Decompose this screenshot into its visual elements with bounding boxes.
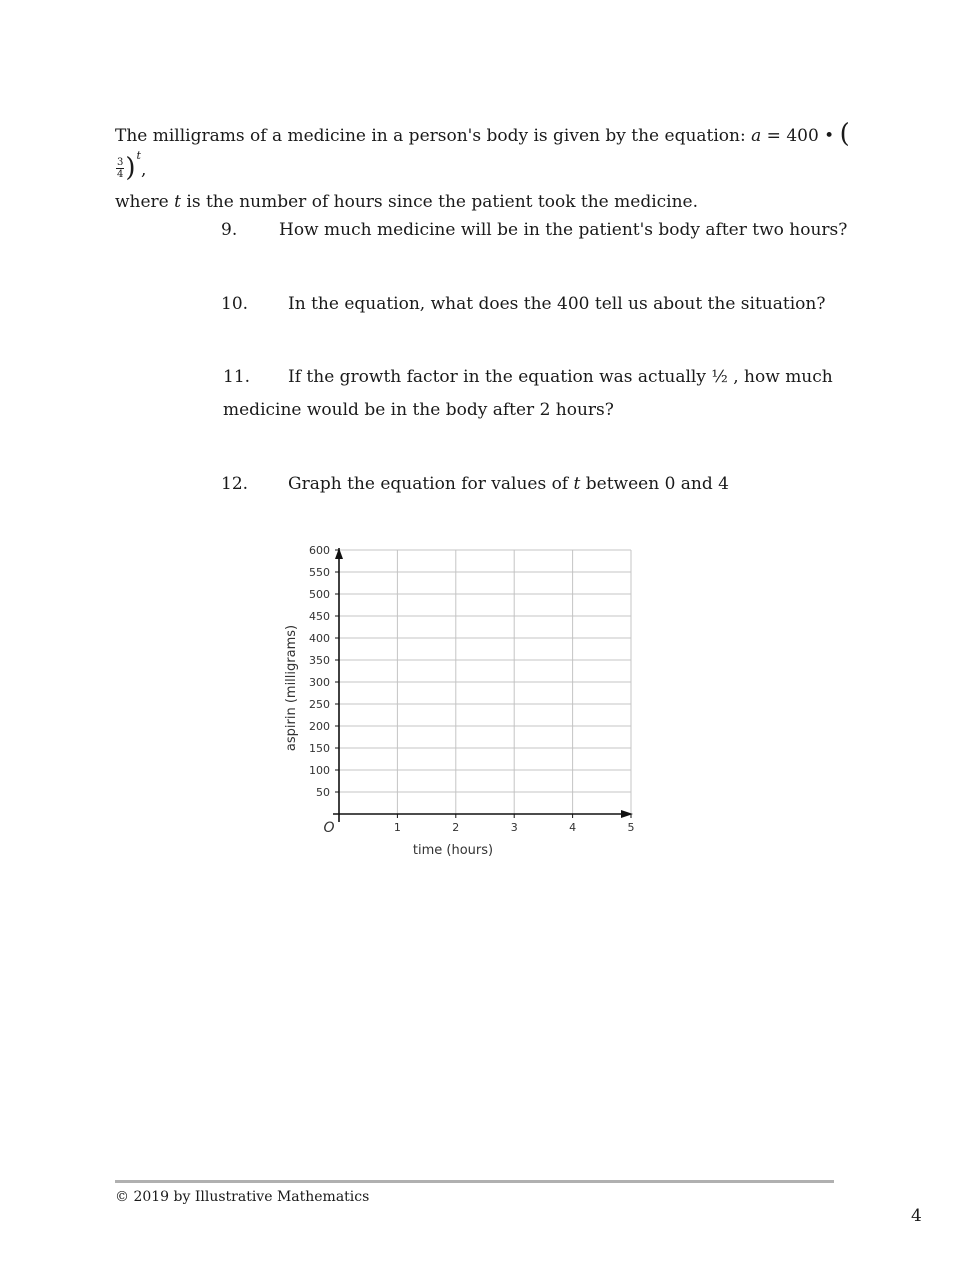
y-tick-label: 500 [309, 588, 330, 601]
question-number: 11. [223, 367, 251, 387]
question-10 [221, 288, 825, 321]
question-text-prefix: Graph the equation for values of [288, 474, 574, 494]
y-tick-label: 350 [309, 654, 330, 667]
question-number: 12. [221, 474, 249, 494]
intro-line-1 [115, 118, 855, 187]
question-text-line-2: medicine would be in the body after 2 hours? [223, 400, 614, 420]
fraction-numerator: 3 [117, 157, 124, 168]
footer-divider [115, 1180, 834, 1183]
x-tick-label: 1 [393, 821, 401, 834]
right-paren: ) [125, 153, 136, 183]
intro-variable-t: t [174, 192, 181, 212]
x-tick-label: 4 [569, 821, 577, 834]
question-text-suffix: between 0 and 4 [580, 474, 729, 494]
graph-container [280, 540, 650, 874]
question-number: 10. [221, 294, 249, 314]
intro-text: The milligrams of a medicine in a person's body is given by the equation: [115, 126, 752, 146]
fraction-denominator: 4 [117, 169, 124, 180]
page-number: 4 [911, 1206, 922, 1226]
intro-paragraph [115, 118, 855, 218]
equation-fraction [116, 157, 124, 180]
intro-line2-suffix: is the number of hours since the patient took the medicine. [181, 192, 699, 212]
x-axis-title: time (hours) [412, 843, 494, 858]
y-axis-title: aspirin (milligrams) [284, 624, 299, 752]
y-tick-label: 200 [309, 720, 330, 733]
blank-graph[interactable] [280, 540, 650, 870]
y-tick-label: 550 [309, 566, 330, 579]
question-11 [223, 361, 833, 427]
question-text: How much medicine will be in the patient's body after two hours? [279, 220, 848, 240]
y-tick-label: 300 [309, 676, 330, 689]
y-tick-label: 100 [309, 764, 330, 777]
y-tick-label: 400 [309, 632, 330, 645]
equation-exponent: t [136, 149, 141, 162]
x-tick-label: 3 [510, 821, 518, 834]
y-tick-label: 600 [309, 544, 330, 557]
y-tick-label: 450 [309, 610, 330, 623]
question-text: If the growth factor in the equation was actually ½ , how much [288, 367, 833, 387]
equation-middle: = 400 • [761, 126, 840, 146]
question-12 [221, 468, 729, 501]
y-tick-label: 50 [316, 786, 330, 799]
x-tick-label: 2 [452, 821, 460, 834]
origin-label: O [323, 820, 335, 836]
y-tick-label: 150 [309, 742, 330, 755]
intro-line2-prefix: where [115, 192, 175, 212]
x-tick-label: 5 [627, 821, 635, 834]
y-tick-label: 250 [309, 698, 330, 711]
equation-comma: , [140, 160, 147, 180]
question-variable-t: t [573, 474, 581, 494]
equation-lhs: a [751, 126, 762, 146]
copyright-text: © 2019 by Illustrative Mathematics [115, 1189, 370, 1205]
question-number: 9. [221, 220, 238, 240]
left-paren: ( [839, 119, 850, 149]
question-9 [221, 214, 847, 247]
question-text: In the equation, what does the 400 tell us about the situation? [288, 294, 826, 314]
